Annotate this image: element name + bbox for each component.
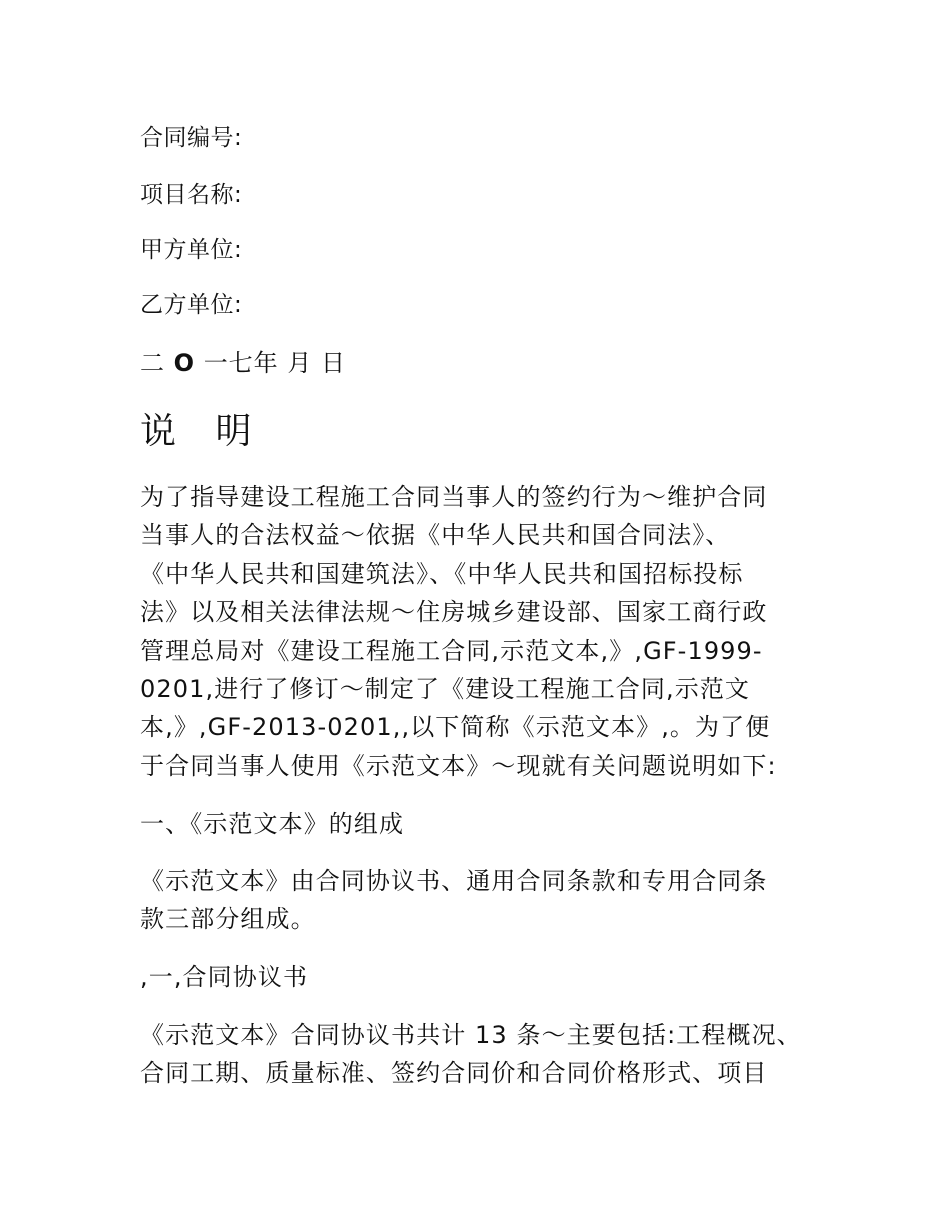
subsection1-line: 《示范文本》合同协议书共计 13 条～主要包括:工程概况、	[140, 1021, 802, 1049]
section1-line: 款三部分组成。	[140, 905, 316, 934]
date-prefix: 二	[140, 349, 165, 377]
intro-line: 当事人的合法权益～依据《中华人民共和国合同法》、	[140, 521, 731, 550]
subsection1-line: 合同工期、质量标准、签约合同价和合同价格形式、项目	[140, 1059, 768, 1088]
party-b-label: 乙方单位:	[140, 292, 243, 318]
project-name-label: 项目名称:	[140, 182, 243, 208]
section1-line: 《示范文本》由合同协议书、通用合同条款和专用合同条	[140, 867, 768, 895]
date-zero: O	[173, 349, 196, 377]
intro-paragraph	[140, 478, 820, 785]
subsection1-paragraph	[140, 1016, 820, 1093]
subsection1-title-text: ,一,合同协议书	[140, 963, 309, 991]
intro-line: 本,》,GF-2013-0201,,以下简称《示范文本》,。为了便	[140, 713, 771, 742]
intro-line: 为了指导建设工程施工合同当事人的签约行为～维护合同	[140, 483, 768, 511]
intro-line: 管理总局对《建设工程施工合同,示范文本,》,GF-1999-	[140, 636, 763, 665]
section1-title-text: 一、《示范文本》的组成	[140, 810, 405, 838]
party-a-label: 甲方单位:	[140, 237, 243, 263]
date-line	[140, 347, 346, 379]
intro-line: 0201,进行了修订～制定了《建设工程施工合同,示范文	[140, 675, 751, 704]
contract-number-label: 合同编号:	[140, 125, 243, 151]
intro-line: 法》以及相关法律法规～住房城乡建设部、国家工商行政	[140, 598, 768, 627]
subsection1-title	[140, 958, 820, 996]
date-suffix: 一七年 月 日	[203, 349, 346, 377]
section-heading: 说 明	[140, 411, 266, 452]
section1-title	[140, 805, 820, 843]
intro-line: 于合同当事人使用《示范文本》～现就有关问题说明如下:	[140, 751, 777, 780]
intro-line: 《中华人民共和国建筑法》、《中华人民共和国招标投标	[140, 559, 744, 588]
section1-paragraph	[140, 862, 820, 939]
